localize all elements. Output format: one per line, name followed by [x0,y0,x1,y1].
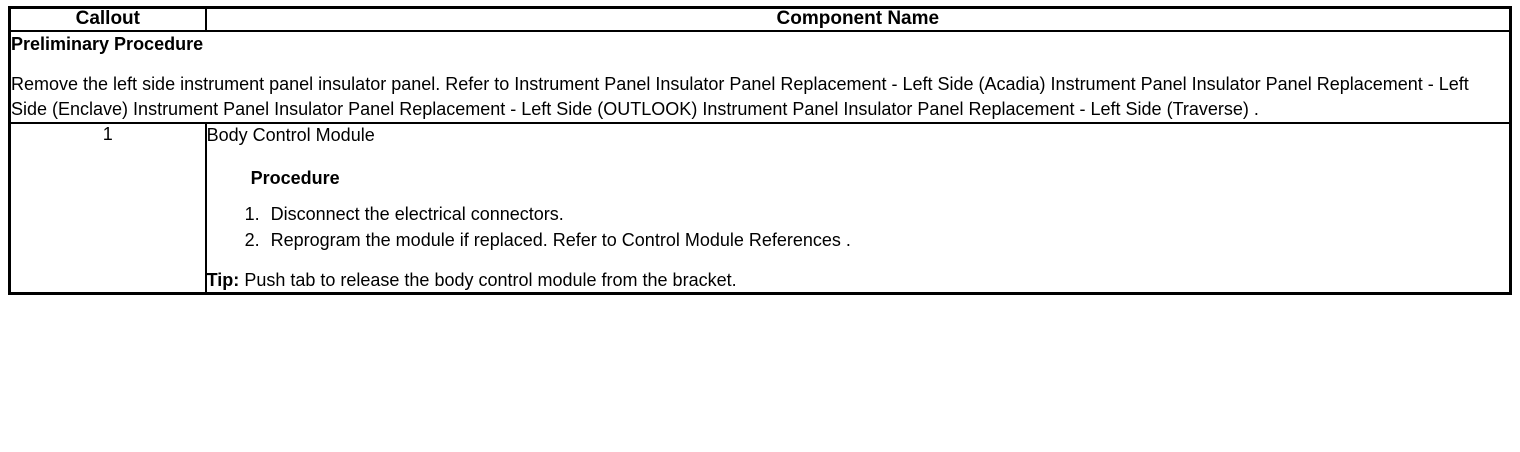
list-item: 2. Reprogram the module if replaced. Refer to Control Module References . [265,227,1509,253]
table-body [10,31,1511,294]
component-table [8,6,1512,295]
tip-text: Push tab to release the body control module from the bracket. [244,269,737,290]
preliminary-procedure-cell [10,31,1511,123]
component-detail-cell [206,123,1511,294]
table-header-row [10,8,1511,31]
tip-label: Tip: [206,269,240,290]
preliminary-procedure-row [10,31,1511,123]
table-header [10,8,1511,31]
callout-number: 1 [10,123,206,294]
preliminary-procedure-text: Remove the left side instrument panel insulator panel. Refer to Instrument Panel Insulator Panel Replacement - Left Side (Acadia) Instrument Panel Insulator Panel Replacement - Left Side (Enclave) Instrument Panel Insulator Panel Replacement - Left Side (OUTLOOK) Instrument Panel Insulator Panel Replacement - Left Side (Traverse) . [11,74,1469,120]
tip-line [207,269,1509,292]
list-item: 1. Disconnect the electrical connectors. [265,201,1509,227]
component-name-text: Body Control Module [206,124,375,145]
column-header-callout: Callout [10,8,206,31]
table-row [10,123,1511,294]
column-header-component-name: Component Name [206,8,1511,31]
procedure-step-list [207,201,1509,253]
procedure-heading: Procedure [250,168,340,189]
preliminary-procedure-title: Preliminary Procedure [11,33,204,54]
